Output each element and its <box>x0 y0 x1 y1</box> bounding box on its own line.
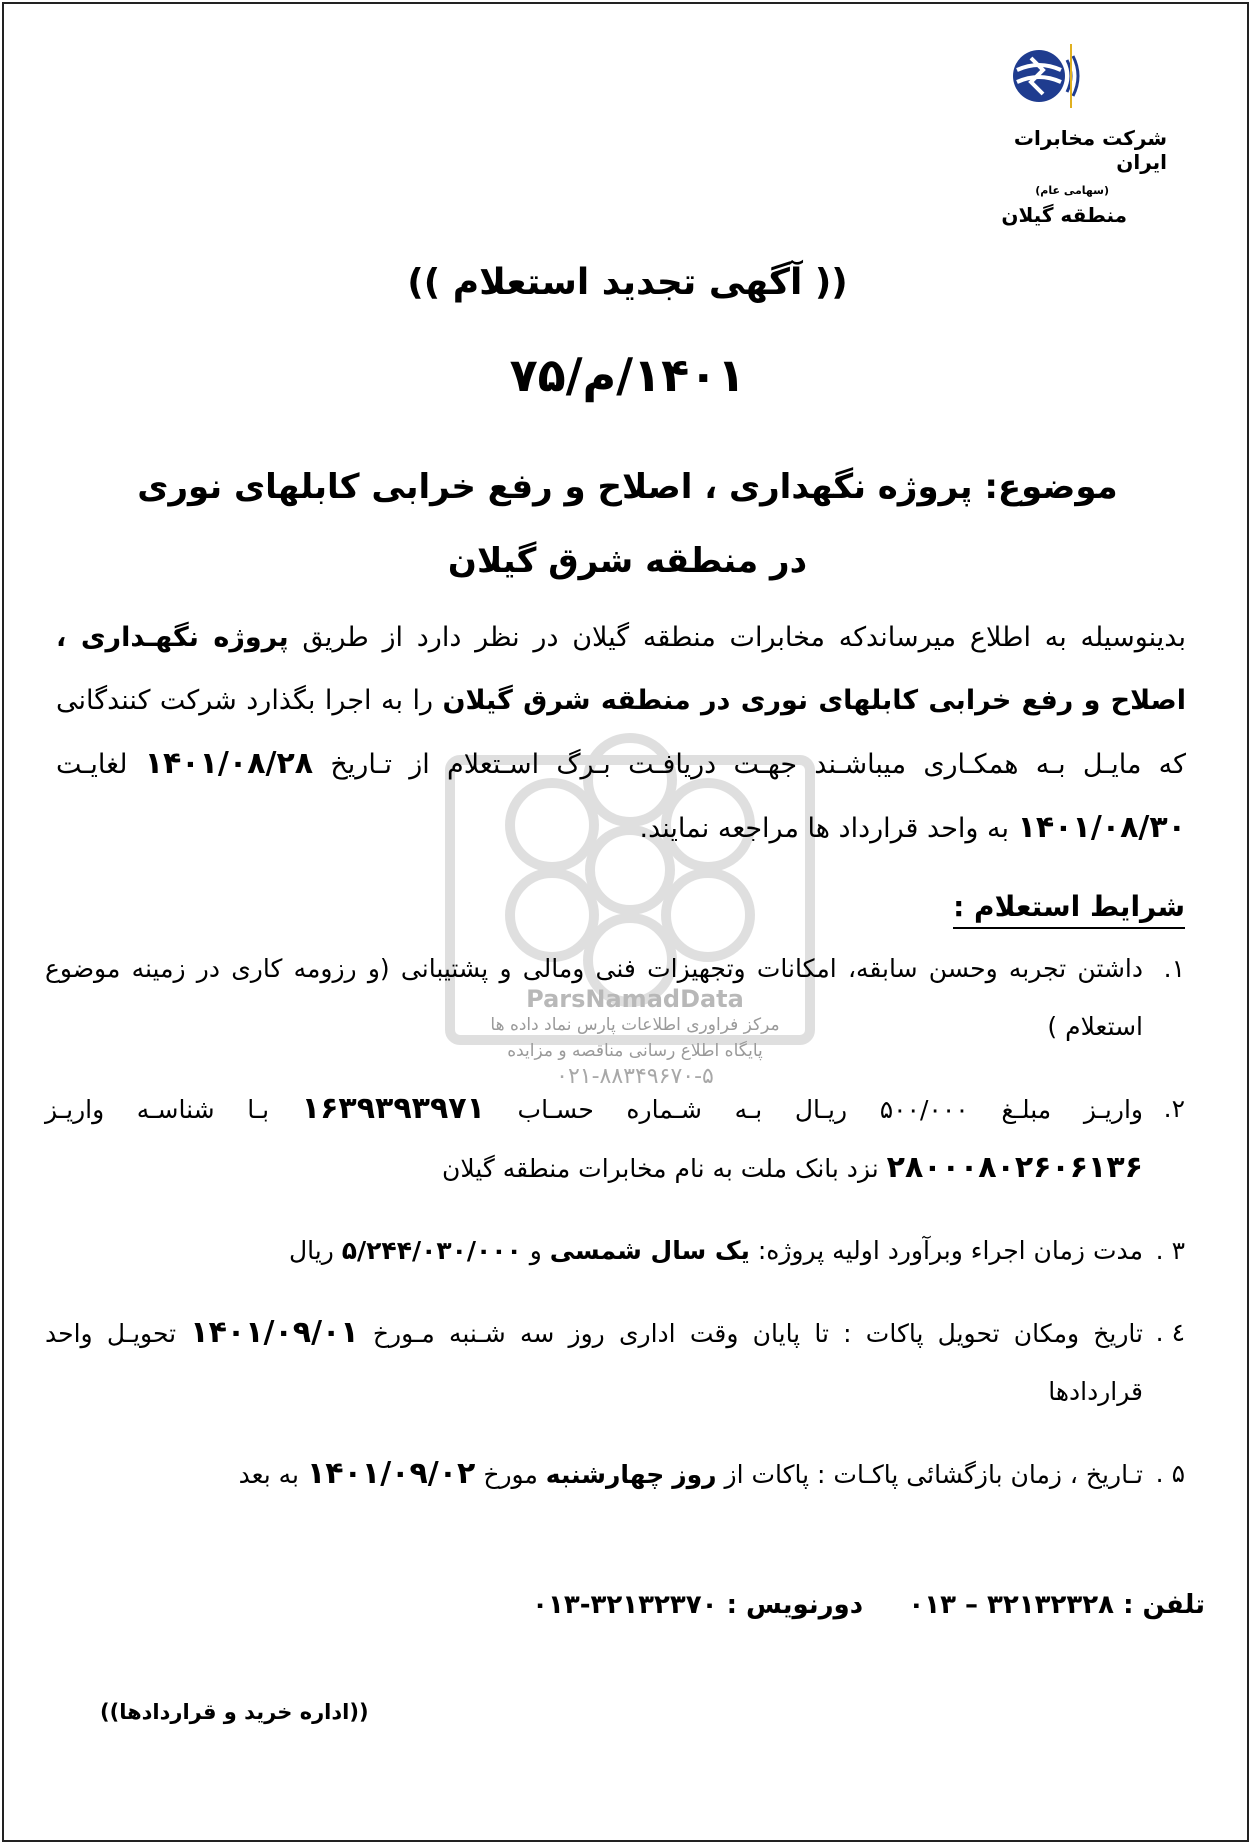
body-date-from: ۱۴۰۱/۰۸/۲۸ <box>144 746 314 781</box>
watermark-line1: مرکز فراوری اطلاعات پارس نماد داده ها <box>490 1015 780 1035</box>
delivery-date: ۱۴۰۱/۰۹/۰۱ <box>190 1315 359 1350</box>
condition-5-mid: مورخ <box>475 1460 546 1489</box>
condition-number: ۲. <box>1163 1094 1185 1123</box>
header-logo-block <box>967 40 1167 227</box>
conditions-list <box>45 940 1185 1528</box>
condition-5-pre: تـاریخ ، زمان بازگشائی پاکـات : پاکات از <box>716 1460 1143 1489</box>
tci-logo-icon <box>1009 40 1081 112</box>
condition-text: داشتن تجربه وحسن سابقه، امکانات وتجهیزات فنی ومالی و پشتیبانی (و رزومه کاری در زمینه موضوع استعلام ) <box>45 954 1143 1041</box>
footer-department: ((اداره خرید و قراردادها)) <box>100 1700 369 1724</box>
phone-number: ۳۲۱۳۲۳۲۸ – ۰۱۳ <box>908 1590 1114 1620</box>
condition-item-4 <box>45 1304 1185 1421</box>
subject-line-1: موضوع: پروژه نگهداری ، اصلاح و رفع خرابی کابلهای نوری <box>137 467 1118 507</box>
condition-2-post: نزد بانک ملت به نام مخابرات منطقه گیلان <box>442 1154 887 1183</box>
document-number: ۱۴۰۱/م/۷۵ <box>509 348 746 402</box>
condition-number: ۳ . <box>1155 1236 1185 1265</box>
watermark-brand: ParsNamadData <box>526 985 744 1013</box>
condition-item-2 <box>45 1080 1185 1198</box>
account-number: ۱۶۳۹۳۹۳۹۷۱ <box>301 1091 485 1126</box>
watermark-line2: پایگاه اطلاع رسانی مناقصه و مزایده <box>507 1041 763 1061</box>
body-part-1: بدینوسیله به اطلاع میرساندکه مخابرات منطقه گیلان در نظر دارد از طریق <box>288 622 1186 653</box>
fax-label: دورنویس : <box>726 1590 864 1620</box>
condition-item-1 <box>45 940 1185 1056</box>
company-name: شرکت مخابرات ایران <box>1013 126 1167 174</box>
body-project-name: پروژه نگهـداری ، اصلاح و رفع خرابی کابلهای نوری در منطقه شرق گیلان <box>56 622 1186 716</box>
condition-text <box>45 1445 1143 1504</box>
condition-item-3 <box>45 1222 1185 1280</box>
watermark-phone: ۰۲۱-۸۸۳۴۹۶۷۰-۵ <box>556 1064 714 1089</box>
project-amount: ۵/۲۴۴/۰۳۰/۰۰۰ <box>341 1236 522 1265</box>
project-duration: یک سال شمسی <box>549 1236 750 1265</box>
condition-text <box>45 1304 1143 1421</box>
condition-item-5 <box>45 1445 1185 1504</box>
company-type: (سهامی عام) <box>1035 184 1109 197</box>
condition-5-post: به بعد <box>238 1460 307 1489</box>
phone-label: تلفن : <box>1123 1590 1205 1620</box>
condition-number: ۱. <box>1163 954 1185 983</box>
conditions-heading: شرایط استعلام : <box>953 890 1185 929</box>
condition-2-mid: بـا شناسـه واریـز <box>45 1095 302 1124</box>
condition-4-post: تحویـل واحد قراردادها <box>45 1319 1143 1406</box>
condition-number: ٤ . <box>1155 1318 1185 1347</box>
condition-3-pre: مدت زمان اجراء وبرآورد اولیه پروژه: <box>749 1236 1143 1265</box>
opening-date: ۱۴۰۱/۰۹/۰۲ <box>306 1456 476 1491</box>
fax-number: ۳۲۱۳۲۳۷۰-۰۱۳ <box>532 1590 718 1620</box>
condition-number: ۵ . <box>1155 1459 1185 1488</box>
condition-3-post: ریال <box>289 1236 342 1265</box>
opening-day-label: روز <box>672 1460 717 1489</box>
contact-info <box>532 1590 1205 1620</box>
body-part-4: به واحد قرارداد ها مراجعه نمایند. <box>639 813 1018 844</box>
body-part-2: را به اجرا بگذارد شرکت کنندگانی که مایـل بـه همکـاری میباشـند جهـت دریافـت بـرگ اسـتعلام از تـاریخ <box>56 685 1187 780</box>
condition-4-pre: تاریخ ومکان تحویل پاکات : تا پایان وقت اداری روز سه شـنبه مـورخ <box>358 1319 1143 1348</box>
opening-day: چهارشنبه <box>545 1460 665 1489</box>
deposit-id: ۲۸۰۰۰۸۰۲۶۰۶۱۳۶ <box>886 1150 1143 1185</box>
document-title: (( آگهی تجدید استعلام )) <box>407 262 848 303</box>
body-date-to: ۱۴۰۱/۰۸/۳۰ <box>1017 810 1186 845</box>
subject-block <box>0 450 1255 598</box>
condition-2-pre: واریـز مبلـغ ۵۰۰/۰۰۰ ریـال بـه شـماره حسـاب <box>484 1095 1143 1124</box>
condition-text <box>45 1222 1143 1280</box>
condition-text <box>45 1080 1143 1198</box>
body-part-3: لغایـت <box>56 749 145 780</box>
subject-line-2: در منطقه شرق گیلان <box>447 541 808 581</box>
company-region: منطقه گیلان <box>1001 203 1127 227</box>
body-paragraph <box>56 606 1186 860</box>
condition-3-mid: و <box>521 1236 550 1265</box>
